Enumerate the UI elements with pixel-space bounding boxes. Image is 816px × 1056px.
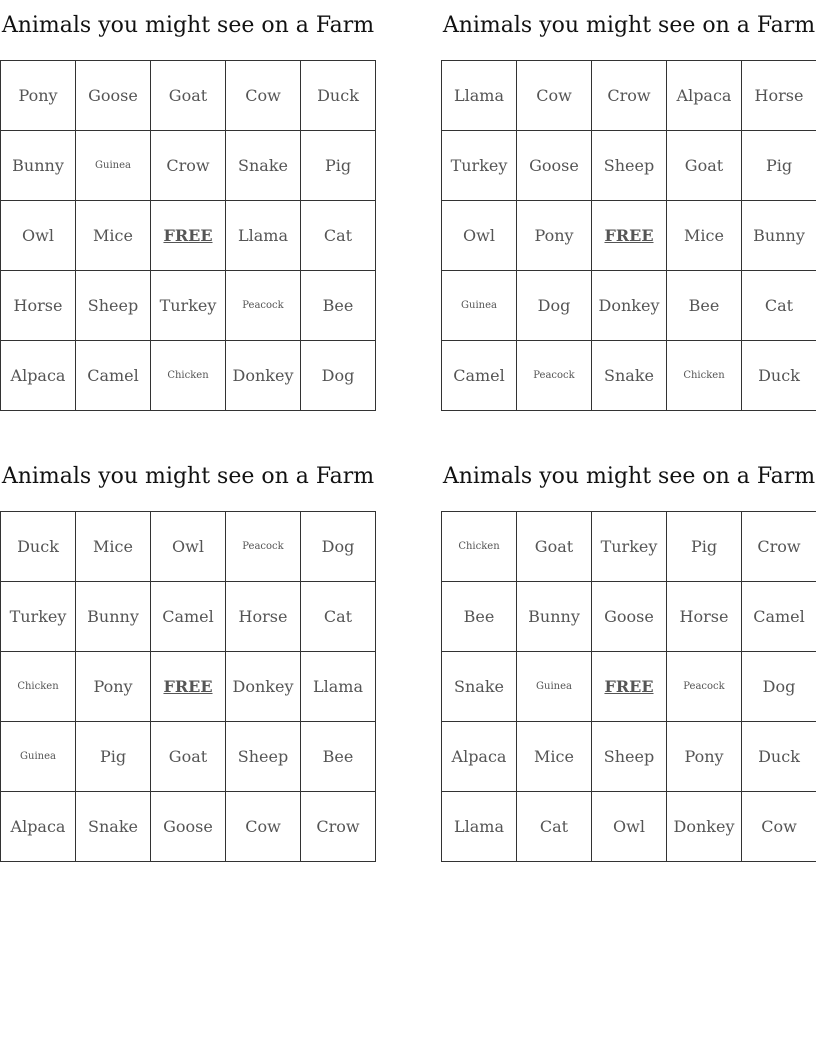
grid-cell: Donkey (667, 792, 742, 862)
bingo-card-3 (0, 457, 376, 862)
grid-cell: Dog (742, 652, 816, 722)
grid-row (1, 131, 376, 201)
grid-cell: Bee (667, 271, 742, 341)
grid-cell: Owl (592, 792, 667, 862)
grid-cell: Chicken (667, 341, 742, 411)
grid-cell: Dog (517, 271, 592, 341)
grid-cell: Mice (667, 201, 742, 271)
grid-cell: Llama (442, 792, 517, 862)
grid-row (1, 61, 376, 131)
grid-cell: Pig (667, 512, 742, 582)
grid-cell: Bunny (517, 582, 592, 652)
free-space-cell: FREE (592, 201, 667, 271)
grid-cell: Goose (151, 792, 226, 862)
grid-cell: Cat (517, 792, 592, 862)
grid-cell: Turkey (1, 582, 76, 652)
grid-cell: Pig (742, 131, 816, 201)
grid-cell: Guinea (517, 652, 592, 722)
grid-cell: Sheep (226, 722, 301, 792)
grid-cell: Camel (442, 341, 517, 411)
grid-cell: Pig (76, 722, 151, 792)
grid-cell: Owl (1, 201, 76, 271)
grid-cell: Crow (151, 131, 226, 201)
grid-cell: Peacock (667, 652, 742, 722)
grid-cell: Peacock (226, 271, 301, 341)
grid-cell: Chicken (1, 652, 76, 722)
grid-cell: Camel (742, 582, 816, 652)
grid-cell: Pig (301, 131, 376, 201)
grid-cell: Mice (76, 512, 151, 582)
grid-cell: Alpaca (1, 341, 76, 411)
grid-cell: Turkey (592, 512, 667, 582)
grid-cell: Crow (301, 792, 376, 862)
grid-cell: Mice (76, 201, 151, 271)
grid-cell: Duck (742, 341, 816, 411)
grid-cell: Bee (442, 582, 517, 652)
grid-row (1, 792, 376, 862)
bingo-card-2 (441, 6, 816, 411)
bingo-grid (441, 60, 816, 411)
card-title: Animals you might see on a Farm (442, 464, 816, 489)
grid-cell: Mice (517, 722, 592, 792)
grid-cell: Peacock (226, 512, 301, 582)
grid-row (1, 341, 376, 411)
grid-cell: Sheep (76, 271, 151, 341)
card-title: Animals you might see on a Farm (1, 464, 375, 489)
grid-cell: Horse (226, 582, 301, 652)
grid-cell: Alpaca (442, 722, 517, 792)
free-space-cell: FREE (151, 201, 226, 271)
grid-cell: Goose (517, 131, 592, 201)
grid-cell: Dog (301, 341, 376, 411)
grid-cell: Snake (76, 792, 151, 862)
grid-cell: Bee (301, 722, 376, 792)
free-space-cell: FREE (592, 652, 667, 722)
grid-cell: Cow (517, 61, 592, 131)
grid-cell: Camel (76, 341, 151, 411)
grid-cell: Chicken (151, 341, 226, 411)
grid-cell: Alpaca (1, 792, 76, 862)
grid-cell: Goose (76, 61, 151, 131)
grid-cell: Goat (517, 512, 592, 582)
card-title: Animals you might see on a Farm (1, 13, 375, 38)
bingo-card-1 (0, 6, 376, 411)
grid-cell: Sheep (592, 722, 667, 792)
bingo-card-4 (441, 457, 816, 862)
grid-cell: Crow (592, 61, 667, 131)
grid-cell: Crow (742, 512, 816, 582)
grid-row (442, 131, 816, 201)
grid-cell: Turkey (442, 131, 517, 201)
bingo-grid (0, 60, 376, 411)
card-title: Animals you might see on a Farm (442, 13, 816, 38)
grid-cell: Snake (226, 131, 301, 201)
grid-row (1, 652, 376, 722)
grid-cell: Pony (667, 722, 742, 792)
grid-cell: Duck (1, 512, 76, 582)
grid-row (442, 582, 816, 652)
grid-cell: Bee (301, 271, 376, 341)
grid-cell: Bunny (76, 582, 151, 652)
grid-cell: Cat (301, 582, 376, 652)
grid-row (1, 512, 376, 582)
grid-cell: Donkey (592, 271, 667, 341)
grid-cell: Peacock (517, 341, 592, 411)
grid-row (1, 582, 376, 652)
grid-cell: Donkey (226, 652, 301, 722)
grid-cell: Horse (742, 61, 816, 131)
grid-row (442, 201, 816, 271)
grid-cell: Cow (226, 792, 301, 862)
grid-cell: Duck (301, 61, 376, 131)
grid-cell: Cat (742, 271, 816, 341)
grid-cell: Pony (1, 61, 76, 131)
grid-cell: Donkey (226, 341, 301, 411)
grid-cell: Snake (592, 341, 667, 411)
grid-cell: Duck (742, 722, 816, 792)
grid-row (442, 512, 816, 582)
grid-row (442, 792, 816, 862)
grid-cell: Llama (442, 61, 517, 131)
grid-cell: Goat (151, 722, 226, 792)
grid-cell: Bunny (1, 131, 76, 201)
grid-row (442, 271, 816, 341)
grid-cell: Cow (226, 61, 301, 131)
grid-row (1, 722, 376, 792)
free-space-cell: FREE (151, 652, 226, 722)
grid-cell: Horse (667, 582, 742, 652)
grid-cell: Llama (226, 201, 301, 271)
grid-row (1, 201, 376, 271)
grid-row (1, 271, 376, 341)
grid-cell: Snake (442, 652, 517, 722)
grid-row (442, 652, 816, 722)
grid-cell: Cat (301, 201, 376, 271)
grid-row (442, 61, 816, 131)
grid-row (442, 341, 816, 411)
grid-cell: Turkey (151, 271, 226, 341)
grid-cell: Llama (301, 652, 376, 722)
grid-cell: Owl (151, 512, 226, 582)
grid-cell: Goat (667, 131, 742, 201)
grid-cell: Bunny (742, 201, 816, 271)
bingo-grid (0, 511, 376, 862)
grid-cell: Owl (442, 201, 517, 271)
grid-cell: Camel (151, 582, 226, 652)
grid-cell: Dog (301, 512, 376, 582)
grid-cell: Guinea (442, 271, 517, 341)
grid-cell: Guinea (76, 131, 151, 201)
grid-cell: Sheep (592, 131, 667, 201)
grid-cell: Goat (151, 61, 226, 131)
grid-cell: Chicken (442, 512, 517, 582)
grid-cell: Alpaca (667, 61, 742, 131)
bingo-grid (441, 511, 816, 862)
grid-cell: Guinea (1, 722, 76, 792)
grid-cell: Horse (1, 271, 76, 341)
grid-row (442, 722, 816, 792)
grid-cell: Pony (76, 652, 151, 722)
grid-cell: Goose (592, 582, 667, 652)
grid-cell: Cow (742, 792, 816, 862)
grid-cell: Pony (517, 201, 592, 271)
